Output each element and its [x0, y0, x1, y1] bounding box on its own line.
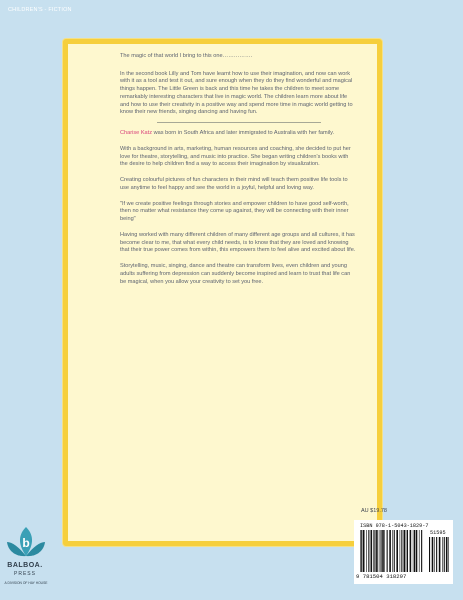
barcode-bar	[421, 530, 422, 572]
author-intro-text: was born in South Africa and later immigrated to Australia with her family.	[152, 129, 335, 136]
lotus-icon	[6, 525, 46, 563]
isbn-barcode	[354, 520, 453, 584]
barcode-bar	[360, 530, 361, 572]
publisher-press: PRESS	[14, 571, 36, 577]
barcode-bar	[414, 530, 415, 572]
barcode-bar	[404, 530, 406, 572]
barcode-bar	[429, 537, 430, 572]
section-divider	[157, 122, 321, 123]
barcode-bar	[373, 530, 374, 572]
back-cover-copy	[120, 53, 357, 295]
isbn-number: ISBN 978-1-5043-1829-7	[360, 523, 429, 529]
barcode-bar	[381, 530, 382, 572]
barcode-bar	[366, 530, 367, 572]
barcode-bar	[396, 530, 398, 572]
barcode-bar	[384, 530, 385, 572]
barcode-bar	[363, 530, 365, 572]
genre-category-label: CHILDREN'S - FICTION	[8, 7, 72, 13]
barcode-price-code: 51595	[430, 530, 446, 536]
barcode-bar	[406, 530, 407, 572]
publisher-division: A DIVISION OF HAY HOUSE	[4, 581, 48, 585]
bio-paragraph-background: With a background in arts, marketing, human resources and coaching, she decided to put her love for theatre, storytelling, and music into practice. She began writing children's books with the desire to help children find a way to access their imagination by visualization.	[120, 145, 351, 168]
barcode-bar	[407, 530, 408, 572]
barcode-bar	[392, 530, 393, 572]
svg-text:b: b	[22, 536, 30, 550]
barcode-bar	[446, 537, 448, 572]
barcode-bar	[410, 530, 412, 572]
retail-price: AU $19.78	[361, 508, 387, 514]
barcode-bar	[389, 530, 391, 572]
bio-paragraph-experience: Having worked with many different children of many different age groups and all cultures, it has become clear to me, that what every child needs, is to know that they are loved and knowing that their true power comes from within, this empowers them to feel alive and excited about life.	[120, 232, 356, 254]
publisher-name: BALBOA.	[7, 562, 43, 569]
author-intro-paragraph	[120, 130, 357, 138]
barcode-bar	[382, 530, 384, 572]
barcode-bar	[442, 537, 443, 572]
barcode-bar	[387, 530, 388, 572]
publisher-logo	[6, 525, 56, 595]
barcode-bar	[439, 537, 441, 572]
author-name: Charise Katz	[120, 129, 153, 136]
barcode-bar	[432, 537, 434, 572]
barcode-bar	[374, 530, 375, 572]
bio-paragraph-quote: "If we create positive feelings through stories and empower children to have good self-worth, then no matter what resistance they come up against, they will be connecting with their inner being"	[120, 200, 349, 223]
back-cover-text-panel	[63, 39, 382, 546]
barcode-bar	[436, 537, 437, 572]
bio-paragraph-creating: Creating colourful pictures of fun characters in their mind will teach them positive life tools to use anytime to feel happy and see the world in a joyful, helpful and loving way.	[120, 177, 348, 191]
bio-paragraph-storytelling: Storytelling, music, singing, dance and theatre can transform lives, even children and young adults suffering from depression can suddenly become inspired and learn to trust that life can be magical, when you allow your creativity to set you free.	[120, 263, 351, 285]
barcode-bar	[361, 530, 362, 572]
barcode-bar	[368, 530, 369, 572]
barcode-bar	[416, 530, 418, 572]
book-description: In the second book Lilly and Tom have learnt how to use their imagination, and now can work with it as a tool and test it out, and sure enough when they do they find wonderful and magical things happen. The Little Green is back and this time he takes the children to meet some remarkably interesting characters that live in magic world. The children learn more about life and how to use their creativity in a positive way and spend more time in magic world getting to know their new friends, singing dancing and having fun.	[120, 70, 353, 116]
barcode-bar	[413, 530, 414, 572]
barcode-bar	[434, 537, 435, 572]
barcode-bar	[379, 530, 380, 572]
opening-line: The magic of that world I bring to this one…………….	[120, 53, 253, 59]
barcode-bar	[376, 530, 378, 572]
barcode-bar	[394, 530, 395, 572]
barcode-bar	[419, 530, 420, 572]
barcode-bar	[371, 530, 373, 572]
barcode-digits: 9 781504 318297	[356, 573, 407, 580]
barcode-bar	[448, 537, 449, 572]
barcode-bar	[401, 530, 402, 572]
barcode-bar	[400, 530, 401, 572]
barcode-bar	[444, 537, 445, 572]
